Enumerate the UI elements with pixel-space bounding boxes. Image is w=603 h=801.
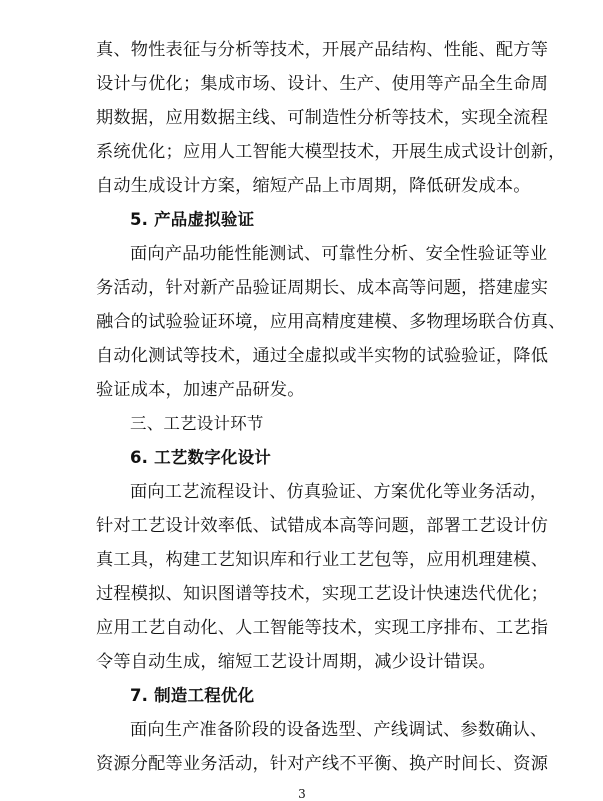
body-text-line: 期数据，应用数据主线、可制造性分析等技术，实现全流程 [96,108,549,128]
body-text-line: 令等自动生成，缩短工艺设计周期，减少设计错误。 [96,652,496,672]
body-text-line: 资源分配等业务活动，针对产线不平衡、换产时间长、资源 [96,754,549,774]
body-text-line: 面向生产准备阶段的设备选型、产线调试、参数确认、 [130,720,548,740]
body-text-line: 面向工艺流程设计、仿真验证、方案优化等业务活动， [130,482,548,502]
body-text-line: 针对工艺设计效率低、试错成本高等问题，部署工艺设计仿 [96,516,549,536]
body-text-line: 系统优化；应用人工智能大模型技术，开展生成式设计创新， [96,142,566,162]
body-text-line: 自动生成设计方案，缩短产品上市周期，降低研发成本。 [96,176,531,196]
body-text-line: 融合的试验验证环境，应用高精度建模、多物理场联合仿真、 [96,312,566,332]
page-number: 3 [298,787,306,801]
body-text-line: 自动化测试等技术，通过全虚拟或半实物的试验验证，降低 [96,346,549,366]
body-text-line: 过程模拟、知识图谱等技术，实现工艺设计快速迭代优化； [96,584,549,604]
body-text-line: 务活动，针对新产品验证周期长、成本高等问题，搭建虚实 [96,278,549,298]
section-heading-process-design: 三、工艺设计环节 [130,414,264,433]
body-text-line: 设计与优化；集成市场、设计、生产、使用等产品全生命周 [96,74,549,94]
body-text-line: 验证成本，加速产品研发。 [96,380,305,400]
body-text-line: 应用工艺自动化、人工智能等技术，实现工序排布、工艺指 [96,618,549,638]
subsection-heading-product-virtual-verification: 5. 产品虚拟验证 [130,210,255,229]
body-text-line: 真工具，构建工艺知识库和行业工艺包等，应用机理建模、 [96,550,549,570]
subsection-heading-manufacturing-engineering-optimization: 7. 制造工程优化 [130,686,255,705]
body-text-line: 真、物性表征与分析等技术，开展产品结构、性能、配方等 [96,40,549,60]
body-text-line: 面向产品功能性能测试、可靠性分析、安全性验证等业 [130,244,548,264]
subsection-heading-process-digital-design: 6. 工艺数字化设计 [130,448,271,467]
